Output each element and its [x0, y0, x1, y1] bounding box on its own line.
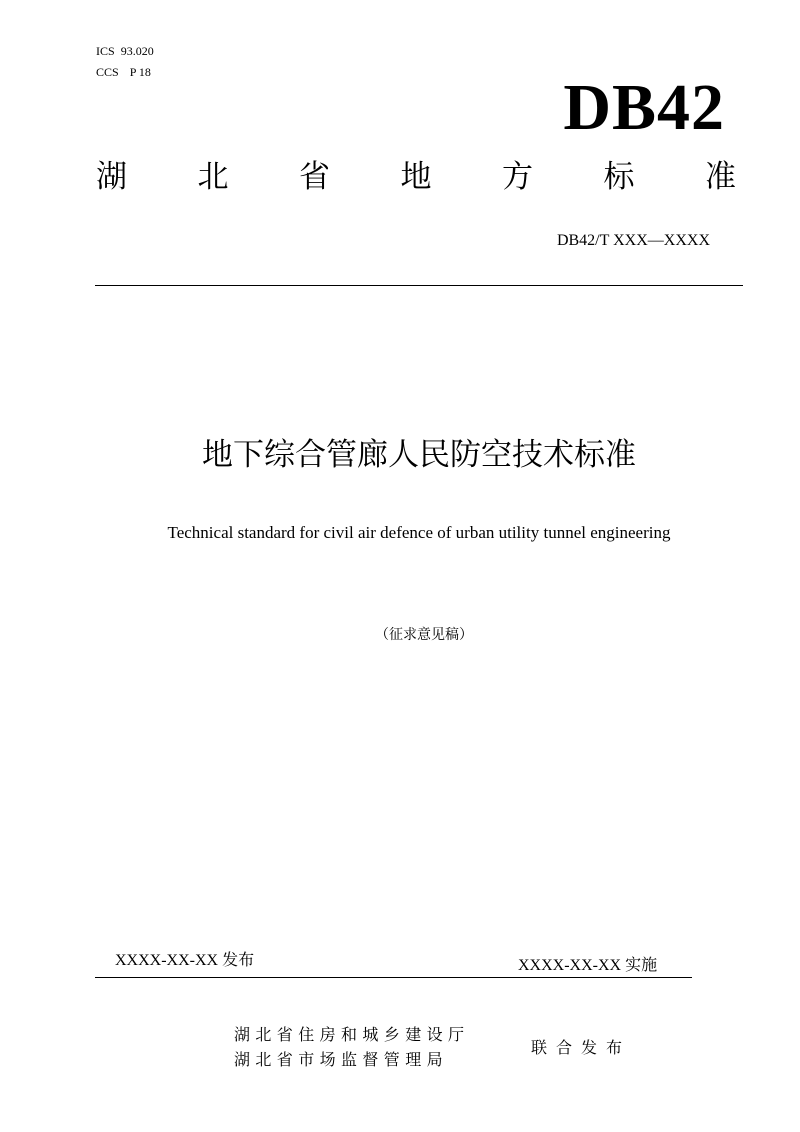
classification-codes [96, 41, 154, 83]
ics-value: 93.020 [120, 44, 154, 58]
standard-type-char: 北 [197, 159, 229, 195]
standard-type-char: 地 [400, 159, 432, 195]
draft-status-label: （征求意见稿） [375, 627, 473, 643]
ics-code [96, 41, 154, 62]
header-divider [95, 285, 743, 286]
standard-type-char: 湖 [96, 159, 127, 195]
standard-type-char: 省 [299, 159, 330, 195]
issue-date-line [115, 948, 254, 973]
implement-date: XXXX-XX-XX [518, 957, 622, 974]
standard-type-char: 标 [603, 159, 635, 195]
standard-type-char: 准 [705, 159, 736, 195]
implement-label: 实施 [625, 955, 658, 974]
ccs-value: P 18 [129, 65, 151, 79]
issue-label: 发布 [222, 950, 255, 969]
document-title-cn: 地下综合管廊人民防空技术标准 [202, 437, 636, 473]
ics-label: ICS [96, 44, 115, 58]
standard-type-char: 方 [502, 159, 533, 195]
joint-issue-label: 联合发布 [531, 1038, 632, 1057]
issuer-line: 湖北省市场监督管理局 [234, 1050, 449, 1069]
footer-divider [95, 977, 692, 978]
standard-type [96, 155, 736, 199]
issuer-line: 湖北省住房和城乡建设厅 [234, 1025, 470, 1044]
implement-date-line [518, 953, 657, 978]
db-code-mark: DB42 [563, 71, 725, 144]
document-title-en: Technical standard for civil air defence of urban utility tunnel engineering [167, 523, 671, 542]
issue-date: XXXX-XX-XX [115, 952, 219, 969]
ccs-code [96, 62, 154, 83]
standard-number: DB42/T XXX—XXXX [556, 232, 710, 249]
ccs-label: CCS [96, 65, 119, 79]
issuing-authorities [234, 1022, 469, 1072]
